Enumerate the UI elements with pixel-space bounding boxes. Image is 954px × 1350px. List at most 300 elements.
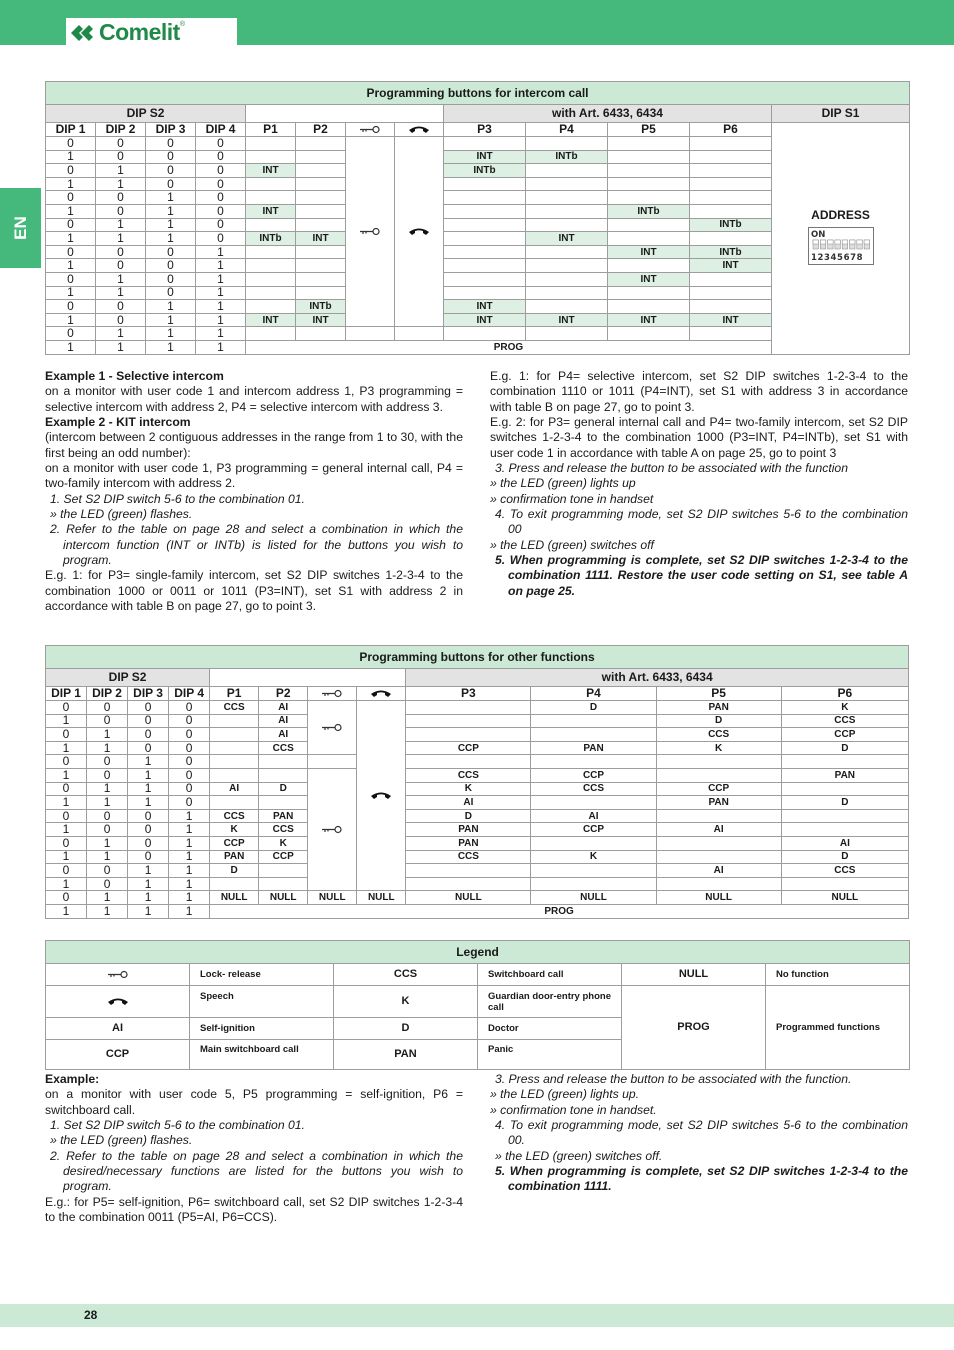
dip-value: 1 <box>169 850 210 864</box>
dip-value: 0 <box>46 891 87 905</box>
paragraph: 3. Press and release the button to be associated with the function. <box>495 1072 852 1086</box>
dip-value: 0 <box>196 204 246 218</box>
function-cell: D <box>406 809 531 823</box>
key-icon <box>321 723 343 732</box>
key-span-cell <box>308 701 357 755</box>
function-cell: PAN <box>210 850 259 864</box>
function-cell <box>444 327 526 341</box>
svg-text:ON: ON <box>810 229 825 240</box>
table-row <box>46 782 909 796</box>
dip-value: 1 <box>128 864 169 878</box>
dip-value: 0 <box>46 836 87 850</box>
function-cell: PAN <box>781 768 908 782</box>
dip-value: 0 <box>87 714 128 728</box>
dip-value: 0 <box>128 823 169 837</box>
paragraph: 4. To exit programming mode, set S2 DIP switches 5-6 to the combination 00. <box>495 1118 908 1148</box>
dip-value: 1 <box>46 741 87 755</box>
function-cell: CCS <box>406 850 531 864</box>
function-cell <box>690 300 772 314</box>
legend-ccp-code: CCP <box>46 1040 190 1070</box>
legend-title: Legend <box>46 941 910 964</box>
function-cell <box>656 877 781 891</box>
function-cell <box>531 836 656 850</box>
function-cell <box>531 755 656 769</box>
empty-cell <box>346 327 395 341</box>
function-cell: CCP <box>406 741 531 755</box>
with-art-header: with Art. 6433, 6434 <box>444 105 772 123</box>
dip-value: 1 <box>96 164 146 178</box>
dip-value: 0 <box>196 150 246 164</box>
function-cell: PAN <box>406 823 531 837</box>
function-cell <box>781 877 908 891</box>
function-cell <box>210 768 259 782</box>
dip-value: 1 <box>146 218 196 232</box>
instructions-other-right <box>490 1072 908 1195</box>
table-row <box>46 728 909 742</box>
dip-value: 1 <box>146 204 196 218</box>
function-cell: AI <box>259 714 308 728</box>
function-cell <box>444 191 526 205</box>
function-cell <box>526 137 608 151</box>
function-cell: INTb <box>444 164 526 178</box>
function-cell: CCS <box>210 809 259 823</box>
legend-key-desc: Lock- release <box>190 964 334 986</box>
dip-value: 1 <box>96 177 146 191</box>
dip-value: 1 <box>196 286 246 300</box>
legend-table <box>45 940 910 1070</box>
function-cell: PAN <box>531 741 656 755</box>
column-header: P4 <box>531 687 656 701</box>
dip-value: 0 <box>46 164 96 178</box>
column-header: DIP 4 <box>169 687 210 701</box>
dip-switch-icon <box>808 227 874 265</box>
function-cell: INTb <box>690 245 772 259</box>
dip-value: 1 <box>96 272 146 286</box>
function-cell: INT <box>296 313 346 327</box>
dip-value: 1 <box>46 796 87 810</box>
dip-value: 1 <box>196 327 246 341</box>
dip-value: 1 <box>46 340 96 354</box>
function-cell <box>210 741 259 755</box>
column-header: DIP 3 <box>128 687 169 701</box>
function-cell: K <box>781 701 908 715</box>
function-cell: AI <box>406 796 531 810</box>
dip-value: 0 <box>87 809 128 823</box>
function-cell <box>690 204 772 218</box>
logo-mark-icon <box>69 22 99 44</box>
paragraph: » the LED (green) switches off <box>490 537 654 552</box>
function-cell: AI <box>656 823 781 837</box>
function-cell: INT <box>690 313 772 327</box>
function-cell: D <box>259 782 308 796</box>
function-cell <box>526 177 608 191</box>
dip-value: 1 <box>96 218 146 232</box>
dip-value: 1 <box>196 245 246 259</box>
dip-value: 1 <box>46 286 96 300</box>
function-cell <box>246 300 296 314</box>
function-cell <box>246 191 296 205</box>
dip-value: 0 <box>196 177 246 191</box>
function-cell <box>690 137 772 151</box>
table-title-row <box>46 82 910 105</box>
legend-pan-desc: Panic <box>478 1040 622 1070</box>
column-header: P3 <box>444 123 526 137</box>
dip-value: 1 <box>46 204 96 218</box>
legend-prog-code: PROG <box>622 986 766 1070</box>
function-cell: PAN <box>656 796 781 810</box>
function-cell <box>608 164 690 178</box>
function-cell <box>690 191 772 205</box>
function-cell: PAN <box>656 701 781 715</box>
paragraph: » the LED (green) flashes. <box>50 1133 193 1148</box>
function-cell <box>444 177 526 191</box>
empty-cell <box>308 755 357 769</box>
function-cell <box>444 204 526 218</box>
dip-value: 1 <box>169 823 210 837</box>
dip-s2-header: DIP S2 <box>46 669 210 687</box>
dip-value: 1 <box>46 877 87 891</box>
legend-k-code: K <box>334 986 478 1018</box>
function-cell <box>406 714 531 728</box>
paragraph: E.g.: for P5= self-ignition, P6= switchboard call, set S2 DIP switches 1-2-3-4 to the combination 0011 (P5=AI, P6=CCS). <box>45 1194 463 1225</box>
instructions-intercom-left <box>45 369 463 615</box>
function-cell: AI <box>259 728 308 742</box>
dip-value: 0 <box>169 728 210 742</box>
paragraph: » the LED (green) flashes. <box>50 507 193 522</box>
function-cell: INT <box>444 313 526 327</box>
function-cell <box>246 137 296 151</box>
null-key-cell: NULL <box>308 891 357 905</box>
table-row <box>46 864 909 878</box>
key-icon <box>107 970 129 979</box>
paragraph: on a monitor with user code 5, P5 programming = self-ignition, P6 = switchboard call. <box>45 1087 463 1117</box>
function-cell: INT <box>608 272 690 286</box>
dip-value: 1 <box>169 836 210 850</box>
function-cell: AI <box>781 836 908 850</box>
legend-d-desc: Doctor <box>478 1018 622 1040</box>
dip-value: 0 <box>128 714 169 728</box>
function-cell: CCS <box>406 768 531 782</box>
table-title-row <box>46 646 909 669</box>
dip-value: 0 <box>46 191 96 205</box>
dip-value: 0 <box>46 218 96 232</box>
dip-value: 1 <box>169 877 210 891</box>
function-cell: CCP <box>210 836 259 850</box>
function-cell <box>526 191 608 205</box>
dip-value: 0 <box>128 850 169 864</box>
dip-value: 0 <box>96 204 146 218</box>
function-cell <box>296 164 346 178</box>
function-cell <box>296 272 346 286</box>
function-cell <box>531 877 656 891</box>
handset-icon <box>408 125 430 135</box>
function-cell <box>781 809 908 823</box>
column-header: P6 <box>781 687 908 701</box>
column-header: DIP 3 <box>146 123 196 137</box>
dip-value: 1 <box>196 272 246 286</box>
column-header: P6 <box>690 123 772 137</box>
key-icon <box>359 227 381 236</box>
function-cell <box>656 809 781 823</box>
dip-value: 1 <box>87 741 128 755</box>
dip-value: 0 <box>46 728 87 742</box>
function-cell <box>656 755 781 769</box>
paragraph: Example: <box>45 1072 100 1086</box>
column-header: P4 <box>526 123 608 137</box>
function-cell: K <box>210 823 259 837</box>
dip-value: 0 <box>196 164 246 178</box>
legend-null-code: NULL <box>622 964 766 986</box>
dip-value: 1 <box>146 232 196 246</box>
table-row <box>46 741 909 755</box>
dip-value: 1 <box>146 340 196 354</box>
dip-value: 1 <box>46 850 87 864</box>
column-header: DIP 4 <box>196 123 246 137</box>
function-cell: CCS <box>781 714 908 728</box>
prog-cell: PROG <box>210 904 909 918</box>
paragraph: Example 1 - Selective intercom <box>45 369 224 383</box>
key-span-cell <box>346 137 395 327</box>
function-cell <box>608 300 690 314</box>
dip-value: 1 <box>96 232 146 246</box>
dip-value: 1 <box>169 809 210 823</box>
dip-value: 0 <box>96 313 146 327</box>
function-cell: CCS <box>781 864 908 878</box>
key-column-header <box>308 687 357 701</box>
dip-value: 0 <box>128 809 169 823</box>
function-cell <box>690 177 772 191</box>
instructions-other-left <box>45 1072 463 1225</box>
function-cell: NULL <box>656 891 781 905</box>
dip-value: 1 <box>46 150 96 164</box>
group-header-row <box>46 105 910 123</box>
column-header: DIP 1 <box>46 687 87 701</box>
handset-span-cell <box>357 701 406 891</box>
function-cell: INT <box>444 150 526 164</box>
dip-value: 0 <box>146 164 196 178</box>
dip-value: 0 <box>169 701 210 715</box>
function-cell <box>690 327 772 341</box>
paragraph: E.g. 1: for P3= single-family intercom, set S2 DIP switches 1-2-3-4 to the combination 1000 or 0011 or 1011 (P3=INT), set S1 with address 2 in accordance with table B on page 27, go to point 3. <box>45 568 463 614</box>
key-icon <box>321 689 343 698</box>
function-cell: INTb <box>296 300 346 314</box>
column-header: P2 <box>296 123 346 137</box>
function-cell: INT <box>526 313 608 327</box>
dip-value: 0 <box>169 755 210 769</box>
function-cell <box>259 864 308 878</box>
paragraph: 5. When programming is complete, set S2 DIP switches 1-2-3-4 to the combination 1111. <box>495 1164 908 1194</box>
function-cell: CCS <box>259 823 308 837</box>
table-row <box>46 768 909 782</box>
paragraph: 4. To exit programming mode, set S2 DIP switches 5-6 to the combination 00 <box>495 507 908 537</box>
function-cell <box>210 755 259 769</box>
legend-speech-desc: Speech <box>190 986 334 1018</box>
function-cell: CCS <box>259 741 308 755</box>
dip-value: 0 <box>46 300 96 314</box>
function-cell <box>531 796 656 810</box>
function-cell <box>259 796 308 810</box>
page-number: 28 <box>84 1308 98 1322</box>
function-cell <box>210 714 259 728</box>
dip-value: 1 <box>87 796 128 810</box>
table-row <box>46 755 909 769</box>
function-cell <box>781 755 908 769</box>
function-cell: AI <box>656 864 781 878</box>
legend-prog-desc: Programmed functions <box>766 986 910 1070</box>
dip-value: 0 <box>128 741 169 755</box>
dip-value: 0 <box>87 864 128 878</box>
handset-span-cell <box>395 137 444 327</box>
dip-value: 1 <box>46 823 87 837</box>
dip-value: 0 <box>146 272 196 286</box>
dip-value: 1 <box>87 836 128 850</box>
legend-ccs-code: CCS <box>334 964 478 986</box>
function-cell <box>526 218 608 232</box>
dip-value: 1 <box>169 891 210 905</box>
paragraph: E.g. 1: for P4= selective intercom, set S2 DIP switches 1-2-3-4 to the combination 1110 or 1011 (P4=INT), set S1 with address 3 in accordance with table B on page 27, go to point 3. <box>490 369 908 414</box>
paragraph: on a monitor with user code 1, P3 programming = general internal call, P4 = two-family intercom with address 2. <box>45 461 463 491</box>
function-cell: AI <box>531 809 656 823</box>
legend-ai-desc: Self-ignition <box>190 1018 334 1040</box>
legend-title-row <box>46 941 910 964</box>
dip-value: 0 <box>46 245 96 259</box>
function-cell <box>444 259 526 273</box>
function-cell <box>296 218 346 232</box>
dip-value: 1 <box>128 782 169 796</box>
function-cell: INT <box>444 300 526 314</box>
legend-pan-code: PAN <box>334 1040 478 1070</box>
dip-value: 1 <box>46 313 96 327</box>
dip-value: 0 <box>46 137 96 151</box>
table-row <box>46 877 909 891</box>
function-cell: INTb <box>690 218 772 232</box>
dip-value: 1 <box>146 327 196 341</box>
function-cell <box>526 164 608 178</box>
function-cell <box>296 137 346 151</box>
paragraph: 1. Set S2 DIP switch 5-6 to the combination 01. <box>50 491 305 506</box>
dip-value: 1 <box>46 259 96 273</box>
column-header: DIP 1 <box>46 123 96 137</box>
function-cell <box>210 796 259 810</box>
header-bar <box>0 0 954 45</box>
function-cell: D <box>781 850 908 864</box>
instructions-intercom-right <box>490 369 908 599</box>
function-cell <box>246 218 296 232</box>
dip-value: 1 <box>96 340 146 354</box>
function-cell <box>259 768 308 782</box>
function-cell: K <box>259 836 308 850</box>
key-icon <box>321 825 343 834</box>
function-cell <box>246 259 296 273</box>
dip-value: 1 <box>128 796 169 810</box>
function-cell <box>526 245 608 259</box>
legend-null-desc: No function <box>766 964 910 986</box>
registered-mark: ® <box>179 21 186 28</box>
svg-text:12345678: 12345678 <box>810 252 863 263</box>
function-cell <box>690 150 772 164</box>
dip-value: 1 <box>196 313 246 327</box>
function-cell <box>246 245 296 259</box>
dip-value: 1 <box>46 232 96 246</box>
dip-value: 0 <box>128 728 169 742</box>
function-cell: CCP <box>531 768 656 782</box>
function-cell <box>406 701 531 715</box>
handset-icon <box>370 791 392 801</box>
table-row <box>46 823 909 837</box>
legend-ai-code: AI <box>46 1018 190 1040</box>
dip-value: 0 <box>46 755 87 769</box>
function-cell <box>526 327 608 341</box>
function-cell: NULL <box>531 891 656 905</box>
function-cell <box>406 755 531 769</box>
function-cell <box>781 782 908 796</box>
dip-value: 1 <box>46 904 87 918</box>
dip-value: 1 <box>128 877 169 891</box>
function-cell: AI <box>259 701 308 715</box>
dip-value: 0 <box>87 701 128 715</box>
key-column-header <box>346 123 395 137</box>
function-cell: PAN <box>406 836 531 850</box>
table-row <box>46 714 909 728</box>
table-title: Programming buttons for intercom call <box>46 82 910 105</box>
function-cell <box>406 864 531 878</box>
dip-value: 1 <box>87 782 128 796</box>
function-cell: D <box>656 714 781 728</box>
dip-value: 0 <box>146 286 196 300</box>
function-cell <box>444 137 526 151</box>
dip-value: 0 <box>169 714 210 728</box>
dip-value: 0 <box>46 782 87 796</box>
dip-value: 0 <box>96 137 146 151</box>
function-cell: K <box>656 741 781 755</box>
dip-value: 1 <box>87 891 128 905</box>
dip-value: 0 <box>146 177 196 191</box>
function-cell: D <box>531 701 656 715</box>
dip-value: 0 <box>196 232 246 246</box>
dip-value: 1 <box>128 904 169 918</box>
function-cell <box>781 823 908 837</box>
address-label: ADDRESS <box>811 207 870 222</box>
prog-cell: PROG <box>246 340 772 354</box>
dip-value: 1 <box>128 768 169 782</box>
dip-value: 1 <box>196 259 246 273</box>
dip-value: 1 <box>128 891 169 905</box>
function-cell: INT <box>246 313 296 327</box>
function-cell <box>444 272 526 286</box>
dip-value: 1 <box>87 850 128 864</box>
dip-value: 1 <box>87 904 128 918</box>
function-cell <box>246 327 296 341</box>
dip-value: 1 <box>96 286 146 300</box>
column-header-row <box>46 687 909 701</box>
function-cell: INT <box>526 232 608 246</box>
legend-key-symbol <box>46 964 190 986</box>
dip-value: 1 <box>196 340 246 354</box>
function-cell <box>526 272 608 286</box>
function-cell <box>656 768 781 782</box>
dip-value: 1 <box>46 768 87 782</box>
column-header: P5 <box>608 123 690 137</box>
dip-value: 1 <box>146 300 196 314</box>
dip-value: 0 <box>96 150 146 164</box>
null-handset-cell: NULL <box>357 891 406 905</box>
legend-ccp-desc: Main switchboard call <box>190 1040 334 1070</box>
function-cell <box>608 191 690 205</box>
dip-value: 1 <box>146 191 196 205</box>
function-cell <box>608 137 690 151</box>
function-cell: CCP <box>259 850 308 864</box>
paragraph: » the LED (green) lights up <box>490 476 636 491</box>
